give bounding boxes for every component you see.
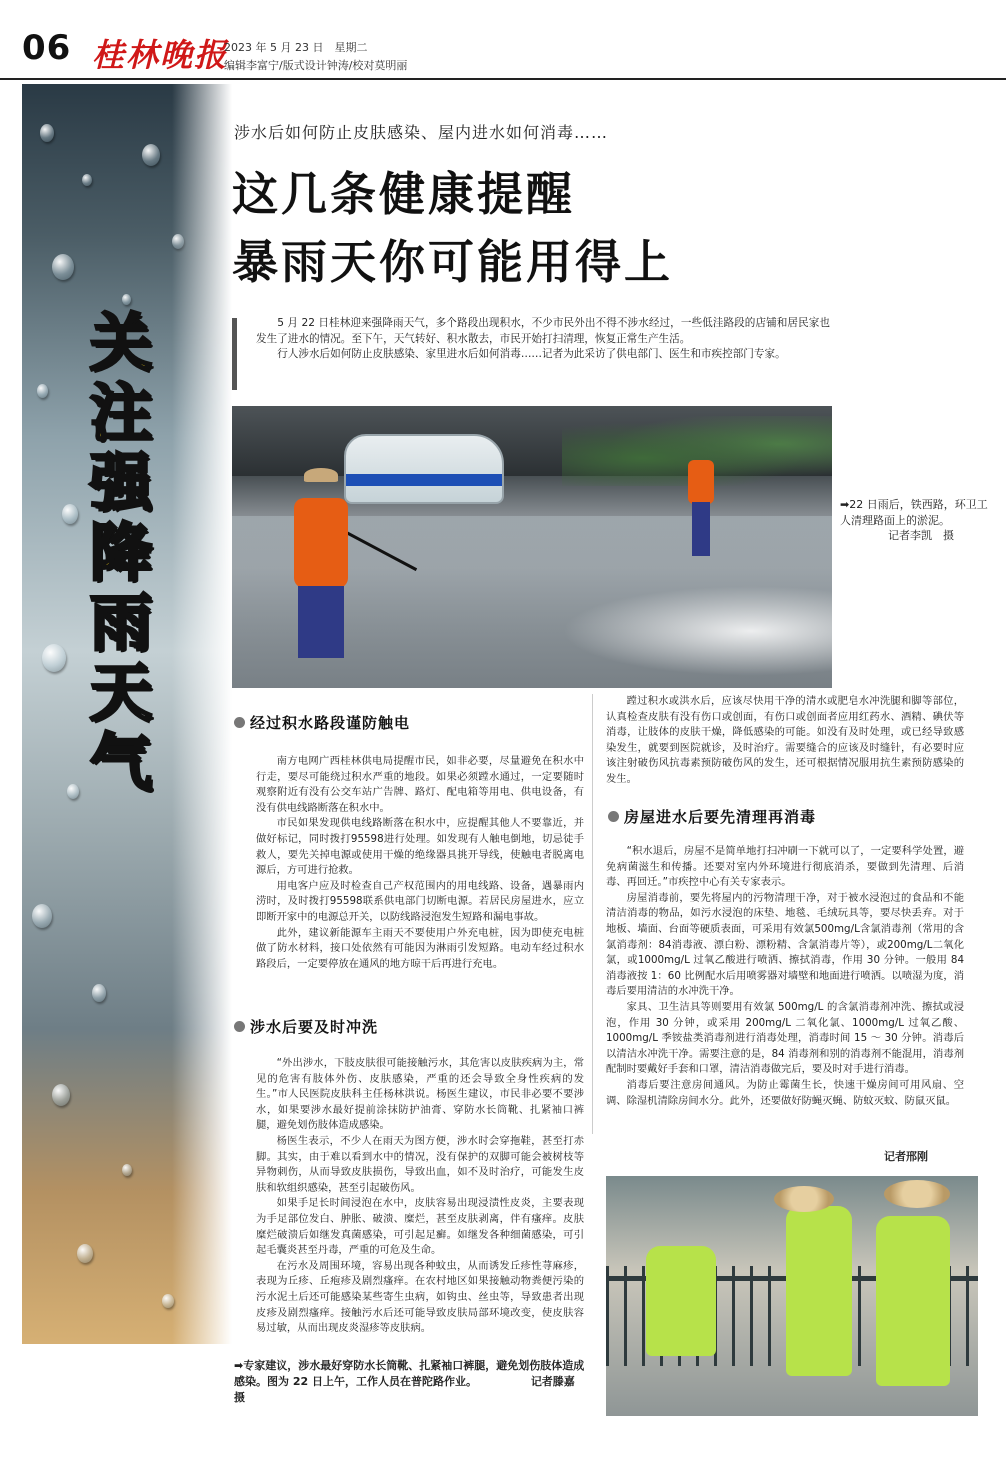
paragraph: 在污水及周围环境，容易出现各种蚊虫，从而诱发丘疹性荨麻疹，表现为丘疹、丘疱疹及剧烈瘙痒。在农村地区如果接触动物粪便污染的污水泥土后还可能感染某些寄生虫病，如钩虫、丝虫等，导致患者出现皮疹及剧烈瘙痒。接触污水后还可能导致皮肤局部环境改变，使皮肤容易过敏，从而出现皮炎湿疹等皮肤病。 [256,1259,584,1335]
column-title-char: 关 [90,306,153,379]
column-title-char: 天 [90,656,153,729]
page-number: 06 [22,28,72,68]
lead-paragraph [256,316,830,363]
paragraph: 南方电网广西桂林供电局提醒市民，如非必要，尽量避免在积水中行走，要尽可能绕过积水严重的地段。如果必须蹚水通过，一定要随时观察附近有没有公交车站广告牌、路灯、配电箱等用电、供电设备，有没有供电线路断落在积水中。 [256,755,584,814]
article-kicker: 涉水后如何防止皮肤感染、屋内进水如何消毒…… [234,123,609,142]
paragraph: 市民如果发现供电线路断落在积水中，应提醒其他人不要靠近，并做好标记，同时拨打95598进行处理。如发现有人触电倒地，切忌徒手救人，要先关掉电源或使用干燥的绝缘器具挑开导线，使触电者脱离电源后，方可进行抢救。 [256,817,584,877]
editor-credits: 编辑李富宁/版式设计钟涛/校对莫明丽 [224,59,408,72]
column-title-char: 注 [90,376,153,449]
section-heading: 涉水后要及时冲洗 [234,1016,378,1037]
issue-date: 2023 年 5 月 23 日 星期二 [224,41,368,54]
paragraph: 如果手足长时间浸泡在水中，皮肤容易出现浸渍性皮炎，主要表现为手足部位发白、肿胀、破溃、糜烂，甚至皮肤剥离，伴有瘙痒。皮肤糜烂破溃后如继发真菌感染，可引起足癣。如继发各种细菌感染，可引起毛囊炎甚至丹毒，严重的可危及生命。 [256,1197,584,1257]
column-title [90,308,180,798]
photo2-caption-text: ➡专家建议，涉水最好穿防水长筒靴、扎紧袖口裤腿，避免划伤肢体造成感染。图为 22 日上午，工作人员在普陀路作业。 [234,1359,585,1388]
bullet-icon [234,1021,245,1032]
column-title-char: 降 [90,516,153,589]
reporter-credit: 记者邢刚 [884,1150,928,1163]
street-cleaning-photo [232,406,832,688]
section-heading: 房屋进水后要先清理再消毒 [608,806,816,827]
section-body-continued [606,694,964,788]
section-body [606,844,964,1109]
paragraph: 家具、卫生洁具等则要用有效氯 500mg/L 的含氯消毒剂冲洗、擦拭或浸泡，作用 30 分钟，或采用 200mg/L 二氧化氯、1000mg/L 过氧乙酸、1000mg/L 季铵盐类消毒剂进行消毒处理，消毒时间 15 ～ 30 分钟。消毒后以清洁水冲洗干净。需要注意的是，84 消毒剂和别的消毒剂不能混用，消毒剂配制时要戴好手套和口罩，清洁消毒做完后，要及时对手进行消毒。 [606,1000,964,1076]
paragraph: 用电客户应及时检查自己产权范围内的用电线路、设备，遇暴雨内涝时，及时拨打95598联系供电部门切断电源。若居民房屋进水，应立即断开家中的电源总开关，以防线路浸泡发生短路和漏电事故。 [256,879,584,923]
bullet-icon [234,717,245,728]
section-heading: 经过积水路段谨防触电 [234,712,410,733]
headline-line-1: 这几条健康提醒 [232,167,575,221]
workers-raincoat-photo [606,1176,978,1416]
paragraph: 杨医生表示，不少人在雨天为图方便，涉水时会穿拖鞋，甚至打赤脚。其实，由于难以看到水中的情况，没有保护的双脚可能会被树枝等异物刺伤，从而导致皮肤损伤，导致出血，如不及时治疗，可能发生皮肤和软组织感染，甚至引起破伤风。 [256,1134,584,1194]
section-body [256,754,584,972]
paragraph: 蹚过积水或洪水后，应该尽快用干净的清水或肥皂水冲洗腿和脚等部位，认真检查皮肤有没有伤口或创面，有伤口或创面者应用红药水、酒精、碘伏等消毒，让肢体的皮肤干燥，降低感染的可能。如没有及时处理，或已经导致感染发生，就要到医院就诊，及时治疗。需要缝合的应该及时缝针，有必要时应该注射破伤风抗毒素预防破伤风的发生，还可根据情况服用抗生素预防感染的发生。 [606,695,964,785]
headline-line-2: 暴雨天你可能用得上 [232,235,673,289]
bullet-icon [608,811,619,822]
paragraph: “外出涉水，下肢皮肤很可能接触污水，其危害以皮肤疾病为主，常见的危害有肢体外伤、皮肤感染，严重的还会导致全身性疾病的发生。”市人民医院皮肤科主任杨林洪说。杨医生建议，市民非必要不要涉水，如果要涉水最好提前涂抹防护油膏、穿防水长筒靴、扎紧袖口裤腿，避免划伤肢体造成感染。 [256,1057,584,1132]
masthead-rule [0,78,1006,80]
paragraph: 房屋消毒前，要先将屋内的污物清理干净，对于被水浸泡过的食品和不能清洁消毒的物品，如污水浸泡的床垫、地毯、毛绒玩具等，要尽快丢弃。对于地板、墙面、台面等硬质表面，可采用有效氯500mg/L含氯消毒剂（常用的含氯消毒剂：84消毒液、漂白粉、漂粉精、含氯消毒片等），或200mg/L二氧化氯，或1000mg/L 过氧乙酸进行喷洒、擦拭消毒，作用 30 分钟。一般用 84 消毒液按 1：60 比例配水后用喷雾器对墙壁和地面进行喷洒。以喷湿为度，消毒后要用清洁的水冲洗干净。 [606,891,964,998]
section-body [256,1056,584,1337]
photo1-credit: 记者李凯 摄 [888,529,954,542]
photo1-caption-text: ➡22 日雨后，铁西路，环卫工人清理路面上的淤泥。 [840,498,988,527]
column-divider [592,694,593,1134]
column-title-char: 气 [90,726,153,799]
photo1-caption [840,497,988,544]
lead-paragraph-text: 行人涉水后如何防止皮肤感染、家里进水后如何消毒……记者为此采访了供电部门、医生和市疾控部门专家。 [277,348,786,360]
photo2-credit: 记者滕嘉 摄 [234,1375,586,1404]
paragraph: 消毒后要注意房间通风。为防止霉菌生长，快速干燥房间可用风扇、空调、除湿机清除房间水分。此外，还要做好防蝇灭蝇、防蚊灭蚊、防鼠灭鼠。 [606,1078,964,1107]
paragraph: “积水退后，房屋不是简单地打扫冲刷一下就可以了，一定要科学处置，避免病菌滋生和传播。还要对室内外环境进行彻底消杀，要做到先清理、后消毒、再回迁。”市疾控中心有关专家表示。 [606,845,964,889]
column-title-char: 强 [90,446,153,519]
lead-paragraph-text: 5 月 22 日桂林迎来强降雨天气，多个路段出现积水，不少市民外出不得不涉水经过，一些低洼路段的店铺和居民家也发生了进水的情况。至下午，天气转好、积水散去，市民开始打扫清理，恢复正常生产生活。 [256,317,830,345]
photo2-caption [234,1358,586,1406]
lead-accent-bar [232,318,237,390]
paragraph: 此外，建议新能源车主雨天不要使用户外充电桩，因为即使充电桩做了防水材料，接口处依然有可能因为淋雨引发短路。电动车经过积水路段后，一定要停放在通风的地方晾干后再进行充电。 [256,926,584,970]
column-title-char: 雨 [90,586,153,659]
newspaper-name: 桂林晚报 [92,36,229,74]
